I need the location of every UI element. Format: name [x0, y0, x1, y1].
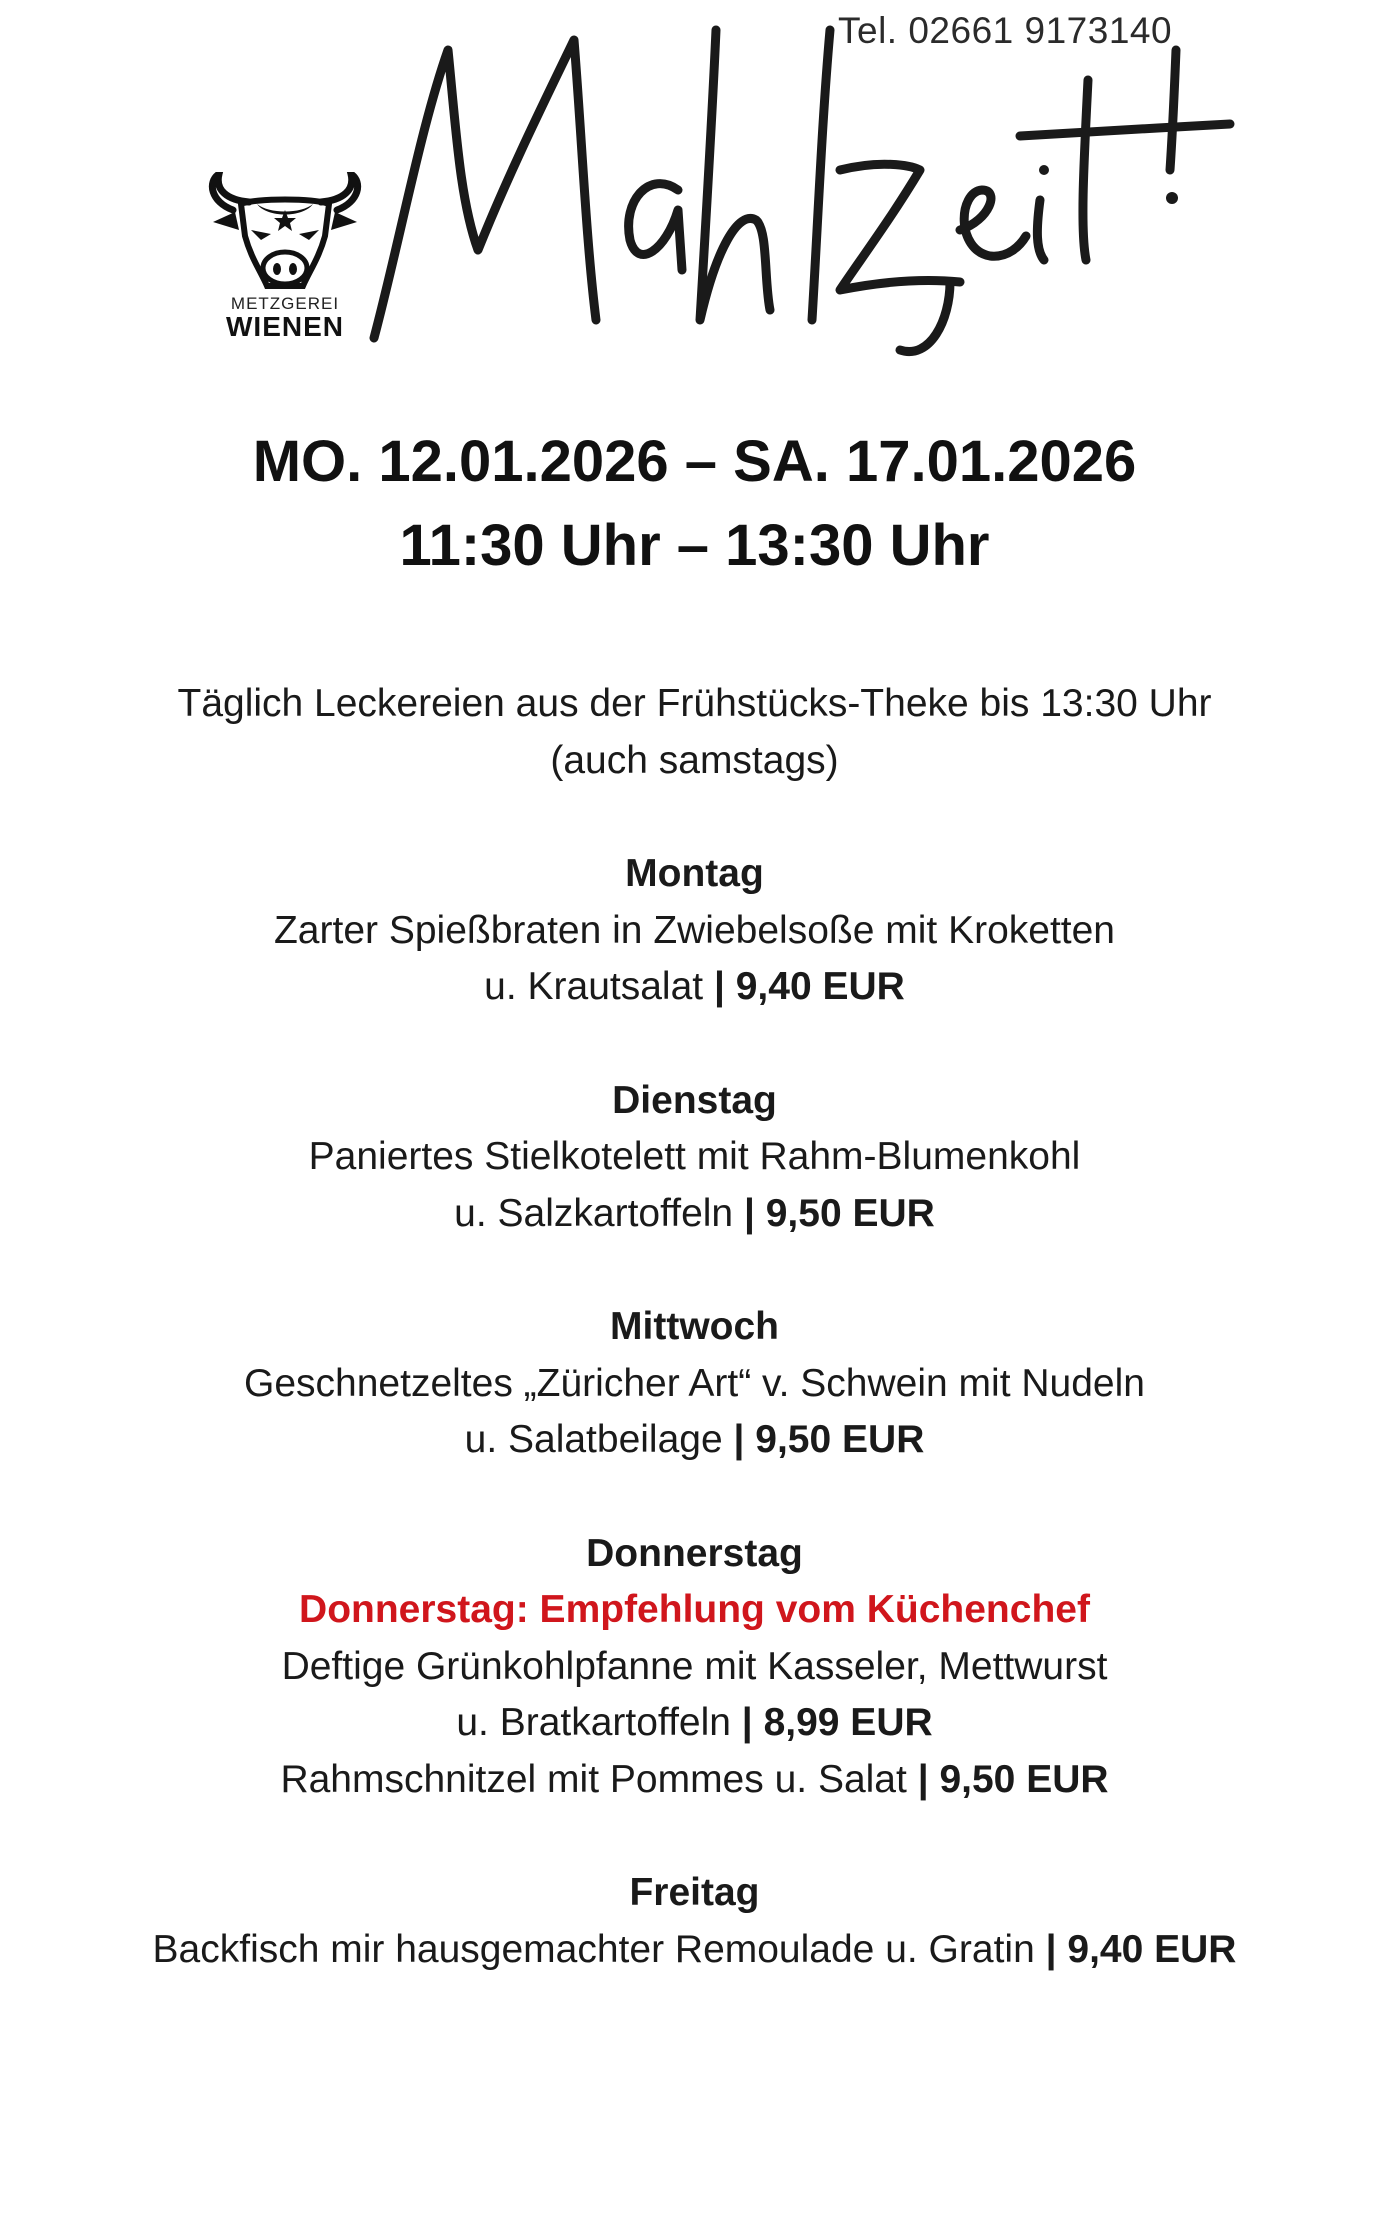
friday-dish-text: Backfisch mir hausgemachter Remoulade u. Gratin	[152, 1927, 1035, 1971]
monday-dish-side: u. Krautsalat	[484, 965, 704, 1008]
tuesday-dish-line1: Paniertes Stielkotelett mit Rahm-Blumenkohl	[308, 1135, 1081, 1178]
price-separator: |	[713, 965, 725, 1008]
monday-price: 9,40 EUR	[735, 965, 905, 1008]
price-separator: |	[917, 1757, 929, 1801]
monday-dish-line1: Zarter Spießbraten in Zwiebelsoße mit Kroketten	[273, 908, 1115, 952]
day-monday: Montag	[625, 852, 764, 895]
intro-text: Täglich Leckereien aus der Frühstücks-Theke bis 13:30 Uhr	[177, 682, 1212, 725]
friday-dish	[60, 1922, 1329, 1979]
thursday-dish2-text: Rahmschnitzel mit Pommes u. Salat	[280, 1757, 907, 1801]
phone-number: Tel. 02661 9173140	[838, 10, 1173, 51]
butcher-logo	[205, 172, 365, 362]
chef-recommendation: Donnerstag: Empfehlung vom Küchenchef	[299, 1588, 1090, 1631]
day-tuesday: Dienstag	[612, 1078, 777, 1122]
price-separator: |	[741, 1701, 753, 1744]
bull-head-icon	[205, 172, 365, 292]
price-separator: |	[733, 1418, 745, 1461]
weekly-menu	[60, 676, 1329, 1978]
thursday-dish2	[60, 1752, 1329, 1809]
date-range: MO. 12.01.2026 – SA. 17.01.2026	[252, 429, 1137, 494]
price-separator: |	[1045, 1927, 1057, 1971]
day-thursday: Donnerstag	[586, 1531, 803, 1575]
mahlzeit-wordmark	[360, 20, 1240, 370]
tuesday-dish-line2	[60, 1186, 1329, 1243]
monday-dish-line2	[60, 959, 1329, 1016]
thursday-dish1-line1: Deftige Grünkohlpfanne mit Kasseler, Mettwurst	[281, 1644, 1108, 1688]
price-separator: |	[743, 1191, 755, 1235]
logo-text-metzgerei: METZGEREI	[230, 294, 340, 313]
wednesday-price: 9,50 EUR	[755, 1418, 925, 1461]
tuesday-dish-side: u. Salzkartoffeln	[454, 1191, 734, 1235]
wednesday-dish-line1: Geschnetzeltes „Züricher Art“ v. Schwein mit Nudeln	[244, 1361, 1145, 1405]
day-friday: Freitag	[629, 1871, 760, 1914]
wednesday-dish-line2	[60, 1412, 1329, 1469]
thursday-dish1-line2	[60, 1695, 1329, 1752]
wednesday-dish-side: u. Salatbeilage	[464, 1418, 723, 1461]
friday-price: 9,40 EUR	[1067, 1927, 1237, 1971]
thursday-dish2-price: 9,50 EUR	[939, 1757, 1109, 1801]
day-wednesday: Mittwoch	[610, 1305, 779, 1348]
thursday-dish1-side: u. Bratkartoffeln	[456, 1701, 731, 1744]
time-range: 11:30 Uhr – 13:30 Uhr	[399, 513, 990, 578]
logo-text-wienen: WIENEN	[226, 311, 344, 342]
thursday-dish1-price: 8,99 EUR	[763, 1701, 933, 1744]
intro-note: (auch samstags)	[550, 738, 839, 782]
tuesday-price: 9,50 EUR	[765, 1191, 935, 1235]
